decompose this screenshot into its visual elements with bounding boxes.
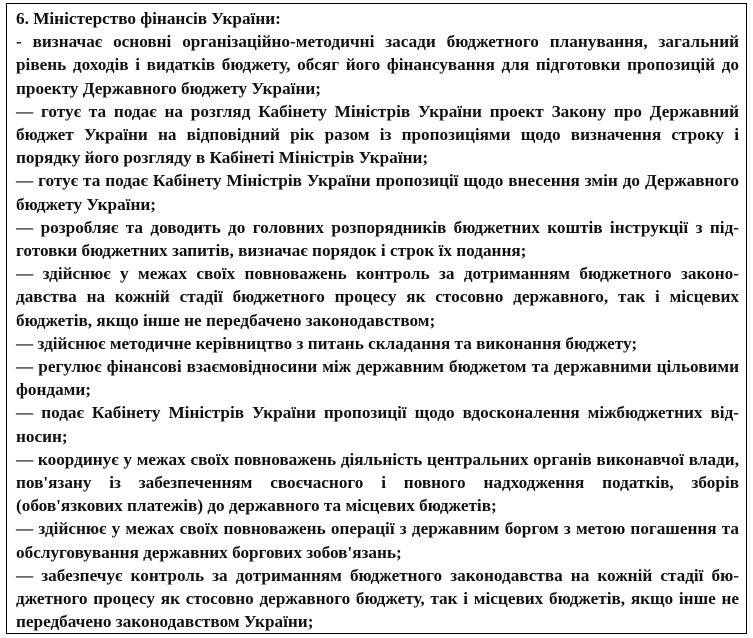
duty-item-3: — готує та подає Кабінету Міністрів України пропозиції щодо внесення змін до Державного бюджету України;: [16, 171, 739, 214]
duty-item-6: — здійснює методичне керівництво з питань складання та виконання бюджету;: [16, 333, 638, 353]
duty-item-2: — готує та подає на розгляд Кабінету Міністрів України проект Закону про Державний бюджет України на відповідний рік разом із пропозиціями щодо визначення строку і порядку його розгляду в Кабінеті Міністрів України;: [16, 101, 739, 168]
duty-item-8: — подає Кабінету Міністрів України пропозиції щодо вдосконалення міжбюджетних відносин;: [16, 403, 739, 446]
duty-item-1: - визначає основні організаційно-методичні засади бюджетного планування, загальний рівень доходів і видатків бюджету, обсяг його фінансування для підготовки пропозицій до проекту Державного бюджету України;: [16, 32, 739, 98]
duty-item-7: — регулює фінансові взаємовідносини між державним бюджетом та державними цільовими фондами;: [16, 357, 739, 400]
duty-item-9: — координує у межах своїх повноважень діяльність центральних органів виконавчої влади, пов'язану із забезпеченням своєчасного і повного надходження податків, зборів (обов'язкових платежів) до державного та місцевих бюджетів;: [16, 449, 739, 516]
duty-item-10: — здійснює у межах своїх повноважень операції з державним боргом з метою погашення та обслуговування державних боргових зобов'язань;: [16, 519, 739, 562]
text-frame: [6, 3, 747, 634]
section-heading: 6. Міністерство фінансів України:: [16, 9, 281, 28]
duty-item-5: — здійснює у межах своїх повноважень контроль за дотриманням бюджетного законодавства на кожній стадії бюджетного процесу як стосовно державного, так і місцевих бюджетів, якщо інше не передбачено законодавством;: [16, 264, 739, 330]
duty-item-11: — забезпечує контроль за дотриманням бюджетного законодавства на кожній стадії бюджетного процесу як стосовно державного бюджету, так і місцевих бюджетів, якщо інше не передбачено законодавством України;: [16, 565, 739, 632]
document-body: [16, 7, 739, 633]
duty-item-4: — розробляє та доводить до головних розпорядників бюджетних коштів інструкції з підготовки бюджетних запитів, визначає порядок і строк їх подання;: [16, 217, 739, 261]
